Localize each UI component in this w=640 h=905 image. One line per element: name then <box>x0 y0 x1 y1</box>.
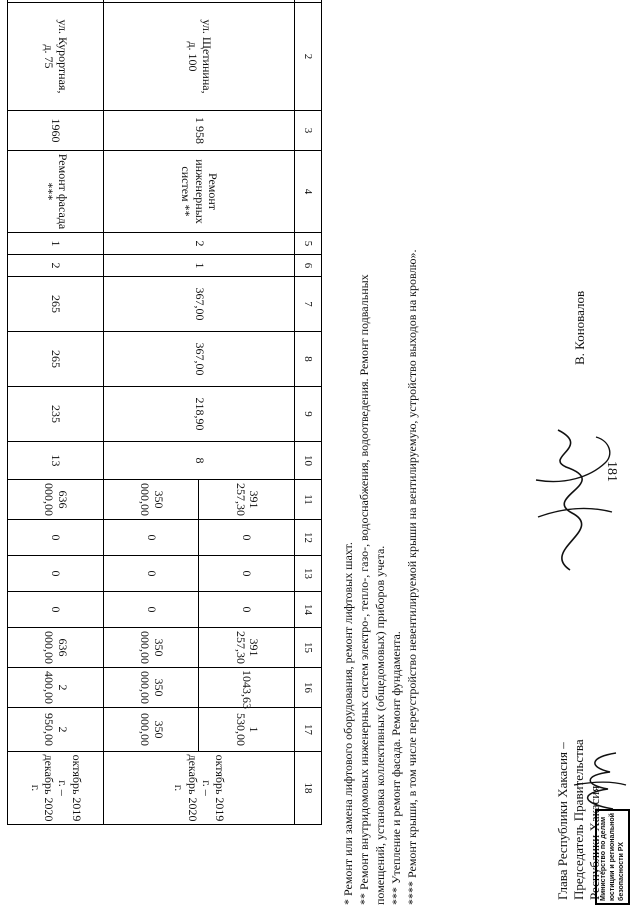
col17-cell: 2 950,00 <box>8 708 104 752</box>
column-number: 10 <box>294 442 321 480</box>
address-house: д. 75 <box>42 44 57 69</box>
footnotes <box>340 5 420 905</box>
repair-schedule-table <box>7 0 322 825</box>
col6-cell: 2 <box>8 255 104 277</box>
col14-cell: 0 <box>8 592 104 628</box>
column-number: 15 <box>294 628 321 668</box>
footnote: *** Утепление и ремонт фасада. Ремонт фундамента. <box>389 631 403 905</box>
col17-cell: 350 000,00 <box>103 708 199 752</box>
column-number: 4 <box>294 151 321 233</box>
address-street: ул. Курортная, <box>56 19 71 94</box>
period-end: декабрь 2020 г. <box>171 754 200 822</box>
col11-cell: 391 257,30 <box>199 480 295 520</box>
period-start: октябрь 2019 г. – <box>56 754 84 822</box>
work-type-mark: *** <box>42 182 57 201</box>
col16-cell: 350 000,00 <box>103 668 199 708</box>
period-end: декабрь 2020 г. <box>28 754 57 822</box>
column-number: 11 <box>294 480 321 520</box>
column-number-row <box>294 0 321 825</box>
table-row <box>8 0 104 825</box>
address-cell <box>8 3 104 111</box>
address-cell <box>103 3 294 111</box>
col10-cell: 13 <box>8 442 104 480</box>
col15-cell: 391 257,30 <box>199 628 295 668</box>
initials-icon <box>568 745 630 815</box>
work-type-cell: Ремонт инженерных систем ** <box>103 151 294 233</box>
column-number: 12 <box>294 520 321 556</box>
col16-cell: 2 400,00 <box>8 668 104 708</box>
address-house: д. 100 <box>185 41 200 72</box>
column-number: 18 <box>294 752 321 825</box>
col12-cell: 0 <box>8 520 104 556</box>
col9-cell: 235 <box>8 387 104 442</box>
signatory-line: Республики Хакасия <box>587 785 602 900</box>
col17-cell: 1 530,00 <box>199 708 295 752</box>
col16-cell: 1043,63 <box>199 668 295 708</box>
col10-cell: 8 <box>103 442 294 480</box>
col14-cell: 0 <box>103 592 199 628</box>
period-cell <box>8 752 104 825</box>
period-start: октябрь 2019 г. – <box>199 754 228 822</box>
col15-cell: 636 000,00 <box>8 628 104 668</box>
col13-cell: 0 <box>103 556 199 592</box>
col6-cell: 1 <box>103 255 294 277</box>
signatory-name: В. Коновалов <box>572 290 587 365</box>
period-cell <box>103 752 294 825</box>
column-number: 9 <box>294 387 321 442</box>
column-number: 6 <box>294 255 321 277</box>
signatory-line: Председатель Правительства <box>571 739 586 900</box>
col13-cell: 0 <box>199 556 295 592</box>
column-number: 8 <box>294 332 321 387</box>
address-street: ул. Щетинина, <box>199 19 214 94</box>
footnote: помещений, установка коллективных (общедомовых) приборов учета. <box>373 545 387 905</box>
col8-cell: 265 <box>8 332 104 387</box>
year-cell: 1 958 <box>103 111 294 151</box>
col5-cell: 2 <box>103 233 294 255</box>
col13-cell: 0 <box>8 556 104 592</box>
table-row <box>199 0 295 825</box>
column-number: 13 <box>294 556 321 592</box>
stamp-line: безопасности РХ <box>618 842 625 901</box>
ministry-stamp <box>595 809 630 905</box>
year-cell: 1960 <box>8 111 104 151</box>
work-type-cell <box>8 151 104 233</box>
col15-cell: 350 000,00 <box>103 628 199 668</box>
signature-icon <box>530 425 620 575</box>
footnote: **** Ремонт крыши, в том числе переустройство невентилируемой крыши на вентилируемую, устройство выходов на кровлю». <box>405 249 419 905</box>
footnote: * Ремонт или замена лифтового оборудования, ремонт лифтовых шахт. <box>341 542 355 905</box>
work-type-label: Ремонт фасада <box>56 153 71 230</box>
stamp-line: Министерство по делам <box>600 816 607 901</box>
col12-cell: 0 <box>199 520 295 556</box>
col11-cell: 636 000,00 <box>8 480 104 520</box>
col5-cell: 1 <box>8 233 104 255</box>
column-number: 3 <box>294 111 321 151</box>
column-number: 5 <box>294 233 321 255</box>
column-number: 17 <box>294 708 321 752</box>
column-number: 14 <box>294 592 321 628</box>
column-number: 16 <box>294 668 321 708</box>
col11-cell: 350 000,00 <box>103 480 199 520</box>
footnote: ** Ремонт внутридомовых инженерных систем электро-, тепло-, газо-, водоснабжения, водоотведения. Ремонт подвальных <box>357 274 371 905</box>
col14-cell: 0 <box>199 592 295 628</box>
col12-cell: 0 <box>103 520 199 556</box>
col7-cell: 367,00 <box>103 277 294 332</box>
stamp-line: юстиции и региональной <box>609 813 616 901</box>
page-number: 181 <box>604 461 619 482</box>
signatory-line: Глава Республики Хакасия – <box>555 742 570 900</box>
column-number: 2 <box>294 3 321 111</box>
col8-cell: 367,00 <box>103 332 294 387</box>
col9-cell: 218,90 <box>103 387 294 442</box>
column-number: 7 <box>294 277 321 332</box>
col7-cell: 265 <box>8 277 104 332</box>
